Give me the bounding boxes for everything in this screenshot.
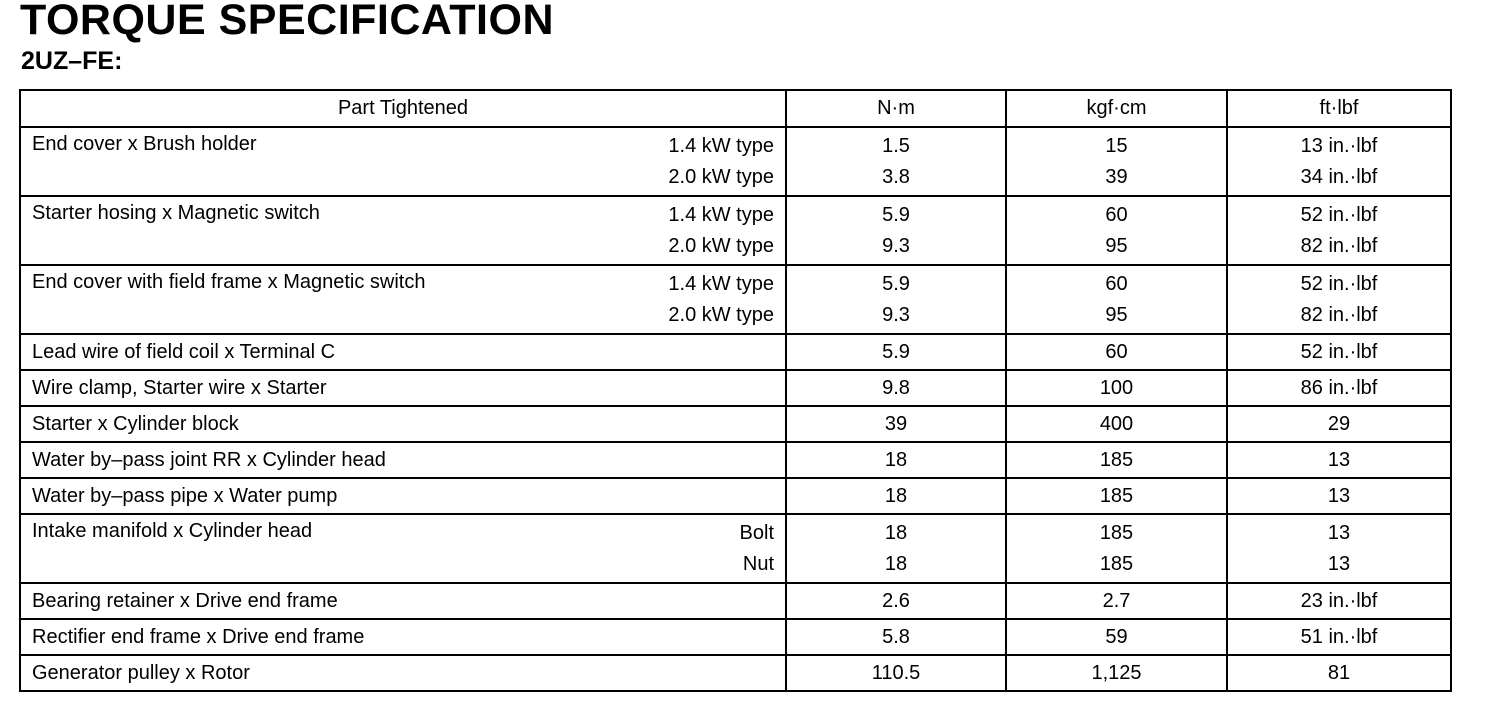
torque-table: [19, 89, 1452, 692]
part-cell: [20, 334, 786, 370]
page-title: TORQUE SPECIFICATION: [20, 0, 554, 44]
table-row: [20, 583, 1451, 619]
ftlbf-cell: [1227, 583, 1451, 619]
nm-value: 9.8: [882, 377, 910, 399]
nm-cell: [786, 478, 1006, 514]
ftlbf-value: 52 in.·lbf: [1300, 273, 1378, 295]
part-variant: 2.0 kW type: [668, 304, 774, 326]
part-name: Starter x Cylinder block: [32, 413, 239, 435]
part-name: Water by–pass joint RR x Cylinder head: [32, 449, 386, 471]
part-variant: 2.0 kW type: [668, 235, 774, 257]
table-row: [20, 442, 1451, 478]
kgfcm-cell: [1006, 655, 1227, 691]
kgfcm-value: 185: [1099, 522, 1134, 544]
nm-value: 39: [884, 413, 908, 435]
table-row: [20, 265, 1451, 334]
kgfcm-cell: [1006, 127, 1227, 196]
table-body: [20, 127, 1451, 691]
nm-cell: [786, 127, 1006, 196]
nm-value: 9.3: [882, 235, 910, 257]
part-cell: [20, 583, 786, 619]
part-name: Lead wire of field coil x Terminal C: [32, 341, 336, 363]
ftlbf-value: 23 in.·lbf: [1300, 590, 1378, 612]
kgfcm-value: 60: [1105, 204, 1128, 226]
part-cell: [20, 655, 786, 691]
ftlbf-value: 13: [1327, 522, 1351, 544]
nm-value: 5.9: [882, 341, 910, 363]
ftlbf-cell: [1227, 442, 1451, 478]
ftlbf-cell: [1227, 196, 1451, 265]
nm-cell: [786, 370, 1006, 406]
engine-code: 2UZ–FE:: [21, 47, 123, 75]
kgfcm-value: 185: [1099, 553, 1134, 575]
kgfcm-value: 185: [1099, 449, 1134, 471]
kgfcm-value: 100: [1099, 377, 1134, 399]
nm-cell: [786, 196, 1006, 265]
ftlbf-cell: [1227, 619, 1451, 655]
nm-cell: [786, 265, 1006, 334]
kgfcm-cell: [1006, 406, 1227, 442]
ftlbf-cell: [1227, 655, 1451, 691]
column-header-kgfcm: kgf·cm: [1006, 90, 1227, 127]
kgfcm-cell: [1006, 478, 1227, 514]
part-name: Water by–pass pipe x Water pump: [32, 485, 338, 507]
kgfcm-cell: [1006, 265, 1227, 334]
part-variant: 1.4 kW type: [668, 273, 774, 295]
table-row: [20, 406, 1451, 442]
ftlbf-value: 86 in.·lbf: [1300, 377, 1378, 399]
header-row: [20, 90, 1451, 127]
ftlbf-value: 29: [1327, 413, 1351, 435]
ftlbf-cell: [1227, 514, 1451, 583]
part-name: Intake manifold x Cylinder head: [32, 520, 313, 542]
part-cell: [20, 478, 786, 514]
part-name: Generator pulley x Rotor: [32, 662, 250, 684]
kgfcm-cell: [1006, 196, 1227, 265]
kgfcm-value: 60: [1105, 341, 1128, 363]
part-cell: [20, 442, 786, 478]
nm-value: 18: [884, 522, 908, 544]
kgfcm-cell: [1006, 514, 1227, 583]
table-row: [20, 514, 1451, 583]
nm-cell: [786, 619, 1006, 655]
nm-value: 5.9: [882, 273, 910, 295]
kgfcm-value: 185: [1099, 485, 1134, 507]
part-variant: 1.4 kW type: [668, 204, 774, 226]
column-header-ftlbf: ft·lbf: [1227, 90, 1451, 127]
part-cell: [20, 370, 786, 406]
nm-cell: [786, 655, 1006, 691]
part-name: Wire clamp, Starter wire x Starter: [32, 377, 327, 399]
nm-value: 5.9: [882, 204, 910, 226]
table-row: [20, 478, 1451, 514]
ftlbf-value: 13: [1327, 553, 1351, 575]
nm-cell: [786, 583, 1006, 619]
ftlbf-value: 51 in.·lbf: [1300, 626, 1378, 648]
part-name: Rectifier end frame x Drive end frame: [32, 626, 365, 648]
table-row: [20, 655, 1451, 691]
ftlbf-value: 13: [1327, 449, 1351, 471]
kgfcm-value: 60: [1105, 273, 1128, 295]
kgfcm-cell: [1006, 334, 1227, 370]
kgfcm-cell: [1006, 619, 1227, 655]
nm-value: 9.3: [882, 304, 910, 326]
kgfcm-value: 400: [1099, 413, 1134, 435]
part-variant: Nut: [742, 553, 774, 575]
part-variant: 2.0 kW type: [668, 166, 774, 188]
part-variant: Bolt: [739, 522, 774, 544]
part-cell: [20, 265, 786, 334]
ftlbf-value: 82 in.·lbf: [1300, 235, 1378, 257]
kgfcm-value: 15: [1105, 135, 1128, 157]
kgfcm-value: 95: [1105, 235, 1128, 257]
kgfcm-value: 1,125: [1091, 662, 1142, 684]
part-cell: [20, 127, 786, 196]
ftlbf-value: 82 in.·lbf: [1300, 304, 1378, 326]
nm-value: 18: [884, 553, 908, 575]
table-row: [20, 334, 1451, 370]
nm-value: 18: [884, 485, 908, 507]
ftlbf-cell: [1227, 334, 1451, 370]
kgfcm-value: 2.7: [1102, 590, 1131, 612]
ftlbf-value: 81: [1327, 662, 1351, 684]
part-cell: [20, 406, 786, 442]
part-name: End cover x Brush holder: [32, 133, 257, 155]
ftlbf-cell: [1227, 478, 1451, 514]
ftlbf-value: 13: [1327, 485, 1351, 507]
kgfcm-value: 95: [1105, 304, 1128, 326]
ftlbf-value: 52 in.·lbf: [1300, 341, 1378, 363]
table-row: [20, 370, 1451, 406]
table-row: [20, 619, 1451, 655]
nm-cell: [786, 514, 1006, 583]
kgfcm-value: 59: [1105, 626, 1128, 648]
table-row: [20, 196, 1451, 265]
part-variant: 1.4 kW type: [668, 135, 774, 157]
nm-value: 110.5: [871, 662, 921, 684]
table-row: [20, 127, 1451, 196]
ftlbf-cell: [1227, 406, 1451, 442]
kgfcm-cell: [1006, 442, 1227, 478]
part-name: End cover with field frame x Magnetic switch: [32, 271, 426, 293]
nm-value: 3.8: [882, 166, 910, 188]
table-header: [20, 90, 1451, 127]
ftlbf-cell: [1227, 127, 1451, 196]
part-cell: [20, 196, 786, 265]
ftlbf-value: 52 in.·lbf: [1300, 204, 1378, 226]
part-cell: [20, 619, 786, 655]
part-name: Bearing retainer x Drive end frame: [32, 590, 338, 612]
nm-cell: [786, 334, 1006, 370]
column-header-part: Part Tightened: [20, 90, 786, 127]
nm-value: 1.5: [882, 135, 910, 157]
nm-value: 2.6: [882, 590, 910, 612]
ftlbf-cell: [1227, 370, 1451, 406]
nm-value: 5.8: [882, 626, 910, 648]
column-header-nm: N·m: [786, 90, 1006, 127]
ftlbf-value: 13 in.·lbf: [1300, 135, 1378, 157]
kgfcm-value: 39: [1105, 166, 1128, 188]
kgfcm-cell: [1006, 370, 1227, 406]
part-cell: [20, 514, 786, 583]
ftlbf-cell: [1227, 265, 1451, 334]
kgfcm-cell: [1006, 583, 1227, 619]
nm-cell: [786, 442, 1006, 478]
nm-value: 18: [884, 449, 908, 471]
nm-cell: [786, 406, 1006, 442]
ftlbf-value: 34 in.·lbf: [1300, 166, 1378, 188]
part-name: Starter hosing x Magnetic switch: [32, 202, 320, 224]
